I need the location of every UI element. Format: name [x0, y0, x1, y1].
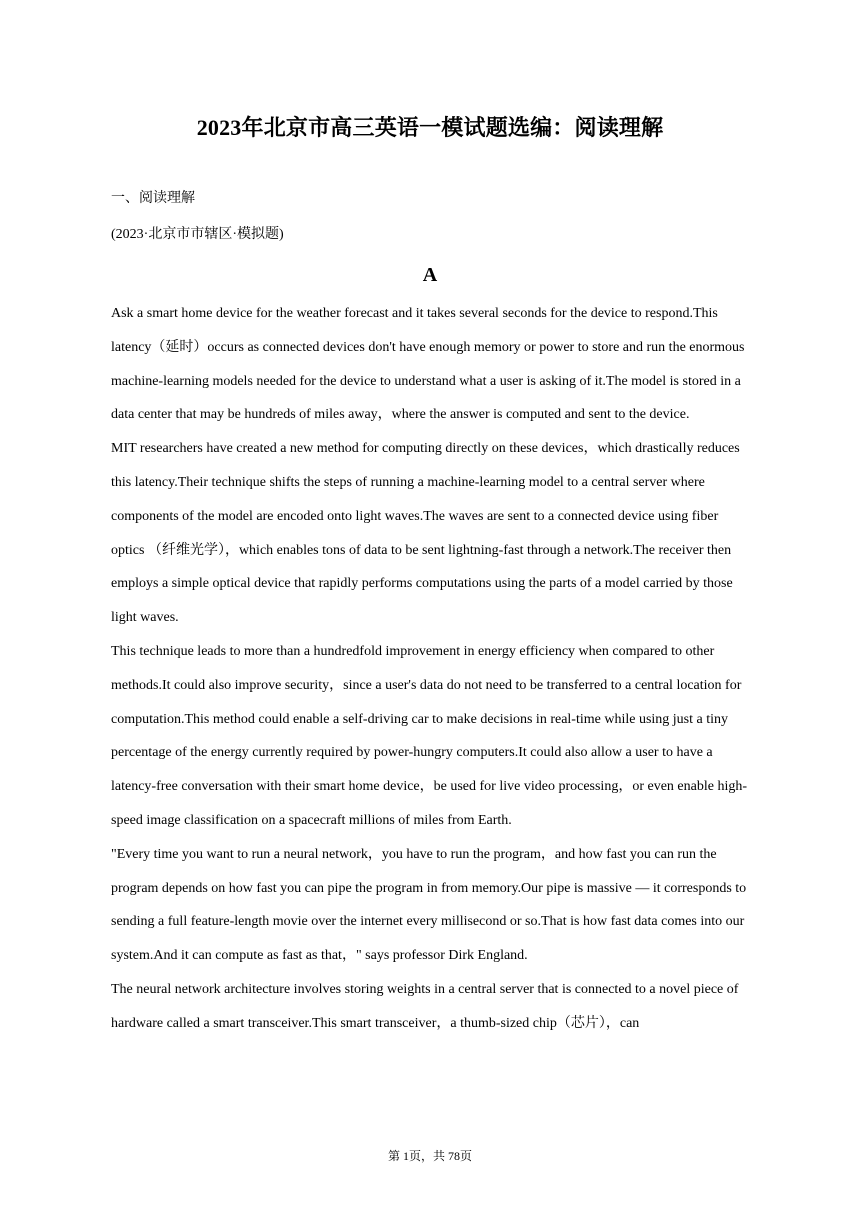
page-title: 2023年北京市高三英语一模试题选编：阅读理解 [196, 115, 664, 140]
paragraph-1: Ask a smart home device for the weather forecast and it takes several seconds for the device to respond.This latency（延时）occurs as connected devices don't have enough memory or power to store and run the enormous machine-learning models needed for the device to understand what a user is asking of it.The model is stored in a data center that may be hundreds of miles away，where the answer is computed and sent to the device. [111, 306, 745, 423]
page-footer: 第 1页，共 78页 [387, 1149, 472, 1163]
paragraph-3: This technique leads to more than a hundredfold improvement in energy efficiency when compared to other methods.It could also improve security，since a user's data do not need to be transferred to a central location for computation.This method could enable a self-driving car to make decisions in real-time while using just a tiny percentage of the energy currently required by power-hungry computers.It could also allow a user to have a latency-free conversation with their smart home device，be used for live video processing，or even enable high-speed image classification on a spacecraft millions of miles from Earth. [111, 643, 747, 828]
paragraph-2: MIT researchers have created a new method for computing directly on these devices，which drastically reduces this latency.Their technique shifts the steps of running a machine-learning model to a central server where components of the model are encoded onto light waves.The waves are sent to a connected device using fiber optics （纤维光学），which enables tons of data to be sent lightning-fast through a network.The receiver then employs a simple optical device that rapidly performs computations using the parts of a model carried by those light waves. [111, 441, 740, 626]
paragraph-5: The neural network architecture involves storing weights in a central server that is connected to a novel piece of hardware called a smart transceiver.This smart transceiver，a thumb-sized chip（芯片），can [111, 981, 739, 1031]
paragraph-4: "Every time you want to run a neural network，you have to run the program，and how fast you can run the program depends on how fast you can pipe the program in from memory.Our pipe is massive — it corresponds to sending a full feature-length movie over the internet every millisecond or so.That is how fast data comes into our system.And it can compute as fast as that，" says professor Dirk England. [111, 846, 747, 964]
passage-body [111, 297, 753, 1041]
source-note: (2023·北京市市辖区·模拟题) [111, 227, 284, 242]
section-heading: 一、阅读理解 [111, 191, 195, 206]
passage-label: A [422, 264, 438, 286]
